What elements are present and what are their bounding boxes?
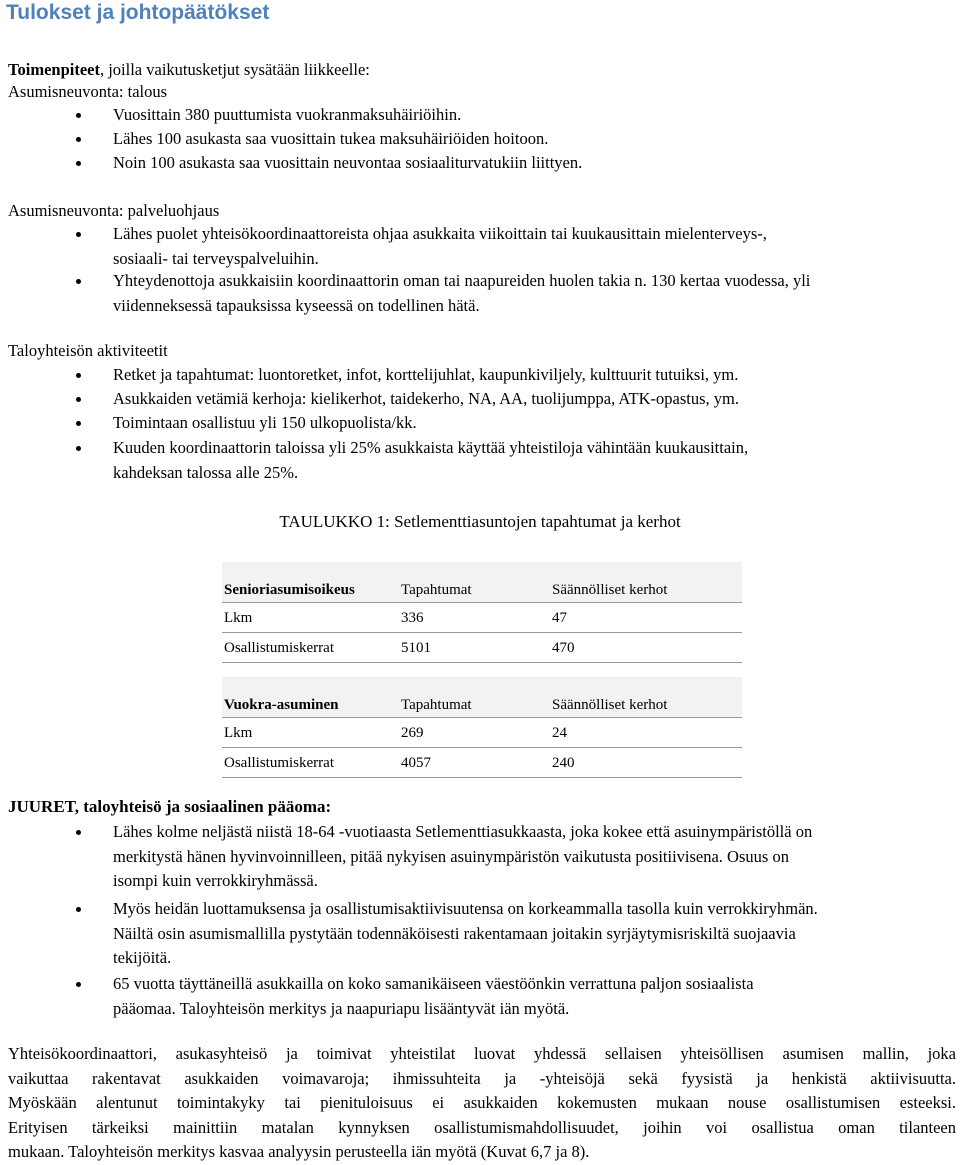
list-item-text: isompi kuin verrokkiryhmässä.: [113, 871, 318, 890]
paragraph-line: Myöskään alentunut toimintakyky tai pienituloisuus ei asukkaiden kokemusten mukaan nouse osallistumisen esteeksi.: [8, 1093, 956, 1112]
bullet-icon: [76, 232, 81, 237]
table-divider: [222, 777, 742, 778]
table-cell: 336: [401, 610, 424, 626]
list-item-text: sosiaali- tai terveyspalveluihin.: [113, 248, 319, 268]
list-item-text: tekijöitä.: [113, 948, 172, 967]
table-cell: Lkm: [224, 725, 253, 741]
table-cell: 470: [552, 640, 575, 656]
table-divider: [222, 662, 742, 663]
section-heading-palveluohjaus: Asumisneuvonta: palveluohjaus: [8, 201, 220, 220]
table-cell: Osallistumiskerrat: [224, 755, 334, 771]
bullet-icon: [76, 421, 81, 426]
list-item-text: Myös heidän luottamuksensa ja osallistumisaktiivisuutensa on korkeammalla tasolla kuin verrokkiryhmän.: [113, 899, 818, 918]
list-item-text: Näiltä osin asumismallilla pystytään todennäköisesti rakentamaan joitakin syrjäytymisriskiltä suojaavia: [113, 923, 796, 943]
list-item-text: kahdeksan talossa alle 25%.: [113, 462, 299, 482]
list-item-text: Lähes kolme neljästä niistä 18-64 -vuotiaasta Setlementtiasukkaasta, joka kokee että asuinympäristöllä on: [113, 822, 813, 841]
table-header-cell: Säännölliset kerhot: [552, 697, 668, 713]
bullet-icon: [76, 373, 81, 378]
intro-bold: Toimenpiteet: [8, 60, 100, 79]
table-row: [222, 632, 742, 662]
list-item-text: Noin 100 asukasta saa vuosittain neuvontaa sosiaaliturvatukiin liittyen.: [113, 153, 583, 172]
list-item-text: Toimintaan osallistuu yli 150 ulkopuolista/kk.: [113, 413, 417, 432]
table-cell: Osallistumiskerrat: [224, 640, 334, 656]
bullet-icon: [76, 907, 81, 912]
closing-paragraph: [8, 1042, 956, 1165]
table-header-row: [222, 677, 742, 717]
bullet-icon: [76, 830, 81, 835]
bullet-icon: [76, 113, 81, 118]
page-title: Tulokset ja johtopäätökset: [6, 1, 270, 24]
list-item-text: Lähes puolet yhteisökoordinaattoreista ohjaa asukkaita viikoittain tai kuukausittain mielenterveys-,: [113, 224, 767, 243]
table-cell: 5101: [401, 640, 431, 656]
list-item-text: merkitystä hänen hyvinvoinnilleen, pitää nykyisen asuinympäristön vaikutusta positiivisena. Osuus on: [113, 846, 789, 866]
table-cell: 47: [552, 610, 567, 626]
list-item-text: Asukkaiden vetämiä kerhoja: kielikerhot, taidekerho, NA, AA, tuolijumppa, ATK-opastus, ym.: [113, 389, 739, 408]
table-cell: 269: [401, 725, 424, 741]
table-header-cell: Tapahtumat: [401, 697, 472, 713]
list-item-text: Retket ja tapahtumat: luontoretket, infot, korttelijuhlat, kaupunkiviljely, kulttuurit tutuiksi, ym.: [113, 365, 739, 384]
paragraph-line: Yhteisökoordinaattori, asukasyhteisö ja toimivat yhteistilat luovat yhdessä sellaisen yhteisöllisen asumisen mallin, joka: [8, 1044, 956, 1063]
table-cell: 24: [552, 725, 567, 741]
table-row: [222, 602, 742, 632]
table-row: [222, 717, 742, 747]
list-item-text: pääomaa. Taloyhteisön merkitys ja naapuriapu lisääntyvät iän myötä.: [113, 998, 570, 1018]
list-item-text: 65 vuotta täyttäneillä asukkailla on koko samanikäiseen väestöönkin verrattuna paljon sosiaalista: [113, 974, 754, 993]
bullet-icon: [76, 982, 81, 987]
section-heading-aktiviteetit: Taloyhteisön aktiviteetit: [8, 341, 168, 360]
bullet-icon: [76, 161, 81, 166]
table-cell: Lkm: [224, 610, 253, 626]
table-caption: TAULUKKO 1: Setlementtiasuntojen tapahtumat ja kerhot: [279, 512, 681, 531]
list-item-text: Lähes 100 asukasta saa vuosittain tukea maksuhäiriöiden hoitoon.: [113, 129, 549, 148]
list-item-text: Yhteydenottoja asukkaisiin koordinaattorin oman tai naapureiden huolen takia n. 130 kertaa vuodessa, yli: [113, 271, 811, 290]
bullet-icon: [76, 137, 81, 142]
section-heading-juuret: JUURET, taloyhteisö ja sosiaalinen pääoma:: [8, 797, 332, 816]
table-header-row: [222, 562, 742, 602]
table-cell: 240: [552, 755, 575, 771]
list-item-text: viidenneksessä tapauksissa kyseessä on todellinen hätä.: [113, 295, 480, 315]
table-cell: 4057: [401, 755, 431, 771]
bullet-icon: [76, 446, 81, 451]
table-row: [222, 747, 742, 777]
paragraph-line: Erityisen tärkeiksi mainittiin matalan kynnyksen osallistumismahdollisuudet, joihin voi osallistua oman tilanteen: [8, 1117, 956, 1137]
paragraph-line: vaikuttaa rakentavat asukkaiden voimavaroja; ihmissuhteita ja -yhteisöjä sekä fyysistä ja henkistä aktiivisuutta.: [8, 1068, 956, 1088]
table-header-cell: Senioriasumisoikeus: [224, 582, 355, 598]
list-item-text: Kuuden koordinaattorin taloissa yli 25% asukkaista käyttää yhteistiloja vähintään kuukausittain,: [113, 438, 749, 457]
table-header-cell: Tapahtumat: [401, 582, 472, 598]
paragraph-line: mukaan. Taloyhteisön merkitys kasvaa analyysin perusteella iän myötä (Kuvat 6,7 ja 8).: [8, 1142, 590, 1161]
table-header-cell: Säännölliset kerhot: [552, 582, 668, 598]
bullet-icon: [76, 279, 81, 284]
table-header-cell: Vuokra-asuminen: [224, 697, 339, 713]
bullet-icon: [76, 397, 81, 402]
list-item-text: Vuosittain 380 puuttumista vuokranmaksuhäiriöihin.: [113, 105, 462, 124]
section-heading-talous: Asumisneuvonta: talous: [8, 82, 168, 101]
intro-rest: , joilla vaikutusketjut sysätään liikkeelle:: [99, 60, 370, 79]
intro-line: [8, 59, 370, 81]
